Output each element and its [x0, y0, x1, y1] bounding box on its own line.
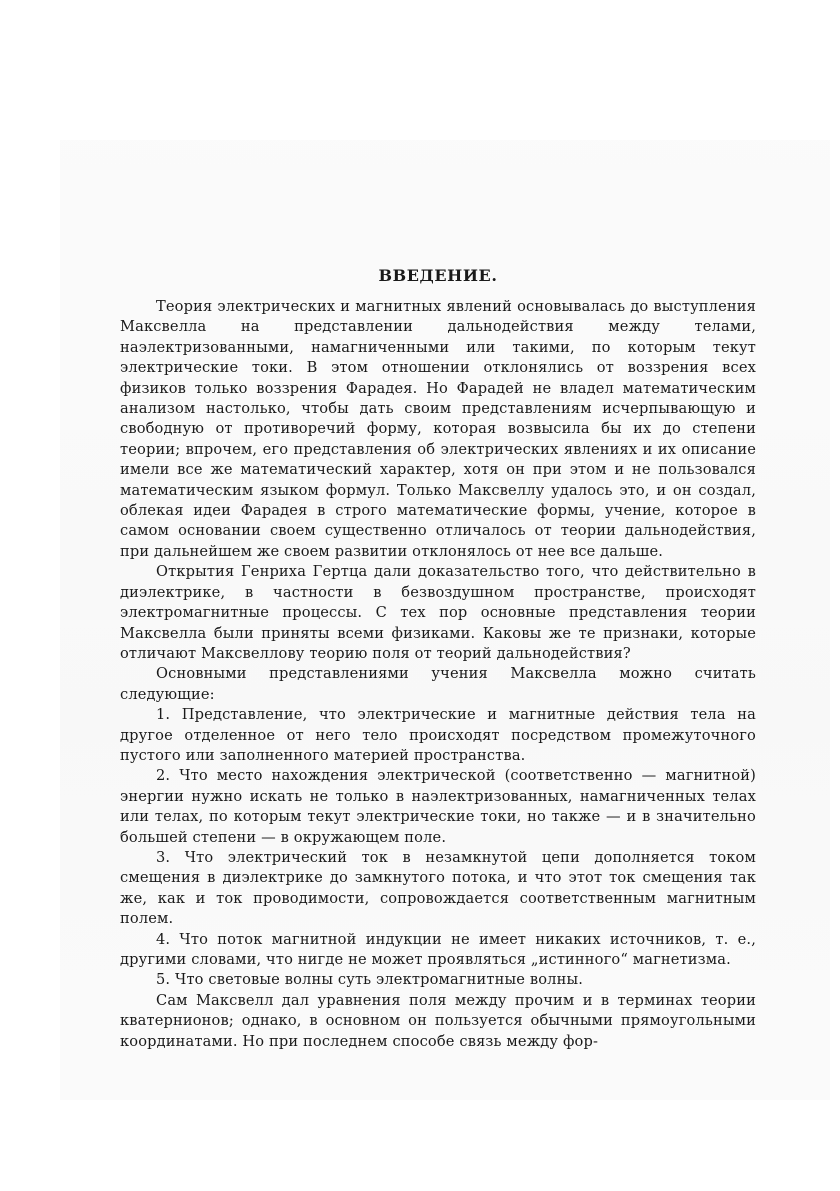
paragraph-quaternions: Сам Максвелл дал уравнения поля между прочим и в терминах теории кватернионов; однако, в основном он пользуется обычными прямоугольными координатами. Но при последнем способе связь между фор- [120, 991, 756, 1050]
list-item-4: 4. Что поток магнитной индукции не имеет никаких источников, т. е., другими словами, что нигде не может проявляться „истинного“ магнетизма. [120, 930, 756, 968]
paragraph-hertz: Открытия Генриха Гертца дали доказательство того, что действительно в диэлектрике, в частности в безвоздушном пространстве, происходят электромагнитные процессы. С тех пор основные представления теории Максвелла были приняты всеми физиками. Каковы же те признаки, которые отличают Максвеллову теорию поля от теорий дальнодействия? [120, 563, 756, 662]
list-item-1: 1. Представление, что электрические и магнитные действия тела на другое отделенное от него тело происходят посредством промежуточного пустого или заполненного материей пространства. [120, 706, 756, 764]
list-item-5: 5. Что световые волны суть электромагнитные волны. [156, 971, 584, 989]
chapter-title: ВВЕДЕНИЕ. [378, 266, 498, 285]
paragraph-intro: Теория электрических и магнитных явлений основывалась до выступления Максвелла на представлении дальнодействия между телами, наэлектризованными, намагниченными или такими, по которым текут электрические токи. В этом отношении отклонялись от воззрения всех физиков только воззрения Фарадея. Но Фарадей не владел математическим анализом настолько, чтобы дать своим представлениям исчерпывающую и свободную от противоречий форму, которая возвысила бы их до степени теории; впрочем, его представления об электрических явлениях и их описание имели все же математический характер, хотя он при этом и не пользовался математическим языком формул. Только Максвеллу удалось это, и он создал, облекая идеи Фарадея в строго математические формы, учение, которое в самом основании своем существенно отличалось от теории дальнодействия, при дальнейшем же своем развитии отклонялось от нее все дальше. [120, 298, 756, 560]
paragraph-basic-ideas: Основными представлениями учения Максвелла можно считать следующие: [120, 665, 756, 703]
page-content [120, 265, 756, 1052]
list-item-2: 2. Что место нахождения электрической (соответственно — магнитной) энергии нужно искать не только в наэлектризованных, намагниченных телах или телах, по которым текут электрические токи, но также — и в значительно большей степени — в окружающем поле. [120, 767, 756, 846]
list-item-3: 3. Что электрический ток в незамкнутой цепи дополняется током смещения в диэлектрике до замкнутого потока, и что этот ток смещения так же, как и ток проводимости, сопровождается соответственным магнитным полем. [120, 848, 756, 928]
